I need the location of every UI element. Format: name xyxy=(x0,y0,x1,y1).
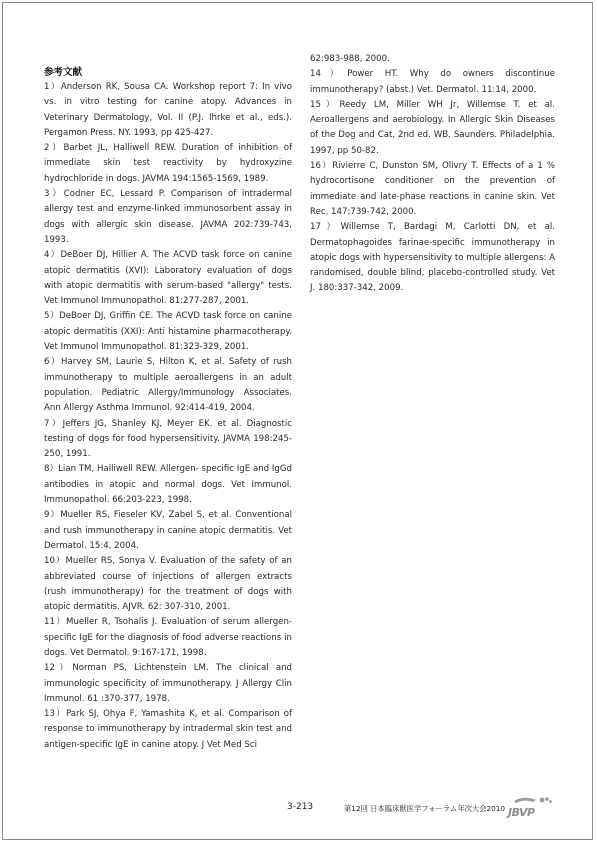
reference-3: 3）Codner EC, Lessard P. Comparison of intradermal allergy test and enzyme-linked immunosorbent assay in dogs with allergic skin disease. JAVMA 202:739-743, 1993. xyxy=(44,189,292,245)
jbvp-logo xyxy=(506,795,554,819)
references-heading: 参考文献 xyxy=(44,67,83,78)
reference-6: 6）Harvey SM, Laurie S, Hilton K, et al. Safety of rush immunotherapy to multiple aeroallergens in an adult population. Pediatric Allergy/Immunology Associates. Ann Allergy Asthma Immunol. 92:414-419, 2004. xyxy=(44,357,292,414)
page-number: 3-213 xyxy=(287,802,314,812)
reference-13: 13）Park SJ, Ohya F, Yamashita K, et al. Comparison of response to immunotherapy by intradermal skin test and antigen-specific IgE in canine atopy. J Vet Med Sci xyxy=(44,709,292,750)
reference-1: 1）Anderson RK, Sousa CA. Workshop report 7: In vivo vs. in vitro testing for canine atopy. Advances in Veterinary Dermatology, Vol. II (P.J. Ihrke et al., eds.). Pergamon Press. NY. 1993, pp 425-427. xyxy=(44,82,292,138)
reference-5: 5）DeBoer DJ, Griffin CE. The ACVD task force on canine atopic dermatitis (XXI): Anti histamine pharmacotherapy. Vet Immunol Immunopathol. 81:323-329, 2001. xyxy=(44,311,292,353)
reference-10: 10）Mueller RS, Sonya V. Evaluation of the safety of an abbreviated course of injections of allergen extracts (rush immunotherapy) for the treatment of dogs with atopic dermatitis. AJVR. 62: 307-310, 2001. xyxy=(44,556,292,613)
svg-text:JBVP: JBVP xyxy=(508,806,535,819)
reference-13-continued: 62:983-988, 2000. xyxy=(310,54,390,64)
reference-7: 7）Jeffers JG, Shanley KJ, Meyer EK. et al. Diagnostic testing of dogs for food hypersensitivity. JAVMA 198:245-250, 1991. xyxy=(44,418,292,460)
reference-16: 16）Rivierre C, Dunston SM, Olivry T. Effects of a 1 % hydrocortisone conditioner on the prevention of immediate and late-phase reactions in canine skin. Vet Rec. 147:739-742, 2000. xyxy=(310,161,555,217)
conference-name: 第12回 日本臨床獣医学フォーラム年次大会2010 xyxy=(344,804,506,813)
reference-12: 12）Norman PS, Lichtenstein LM. The clinical and immunologic specificity of immunotherapy. J Allergy Clin Immunol. 61 :370-377, 1978. xyxy=(44,663,292,704)
reference-15: 15）Reedy LM, Miller WH Jr, Willemse T. et al. Aeroallergens and aerobiology. In Allergic Skin Diseases of the Dog and Cat, 2nd ed. WB. Saunders. Philadelphia. 1997, pp 50-82. xyxy=(310,99,555,156)
reference-4: 4）DeBoer DJ, Hillier A. The ACVD task force on canine atopic dermatitis (XVI): Laboratory evaluation of dogs with atopic dermatitis with serum-based "allergy" tests. Vet Immunol Immunopathol. 81:277-287, 2001. xyxy=(44,250,292,307)
reference-9: 9）Mueller RS, Fieseler KV, Zabel S, et al. Conventional and rush immunotherapy in canine atopic dermatitis. Vet Dermatol. 15:4, 2004. xyxy=(44,510,292,551)
reference-17: 17）Willemse T, Bardagi M, Carlotti DN, et al. Dermatophagoides farinae-specific immunotherapy in atopic dogs with hypersensitivity to multiple allergens: A randomised, double blind, placebo-controlled study. Vet J. 180:337-342, 2009. xyxy=(310,222,555,294)
reference-14: 14）Power HT. Why do owners discontinue immunotherapy? (abst.) Vet. Dermatol. 11:14, 2000. xyxy=(310,69,555,95)
reference-11: 11）Mueller R, Tsohalis J. Evaluation of serum allergen-specific IgE for the diagnosis of food adverse reactions in dogs. Vet Dermatol. 9:167-171, 1998. xyxy=(44,617,292,658)
reference-2: 2）Barbet JL, Halliwell REW. Duration of inhibition of immediate skin test reactivity by hydroxyzine hydrochloride in dogs. JAVMA 194:1565-1569, 1989. xyxy=(44,143,292,184)
reference-8: 8）Lian TM, Halliwell REW. Allergen- specific IgE and IgGd antibodies in atopic and normal dogs. Vet Immunol. Immunopathol. 66:203-223, 1998. xyxy=(44,464,292,506)
